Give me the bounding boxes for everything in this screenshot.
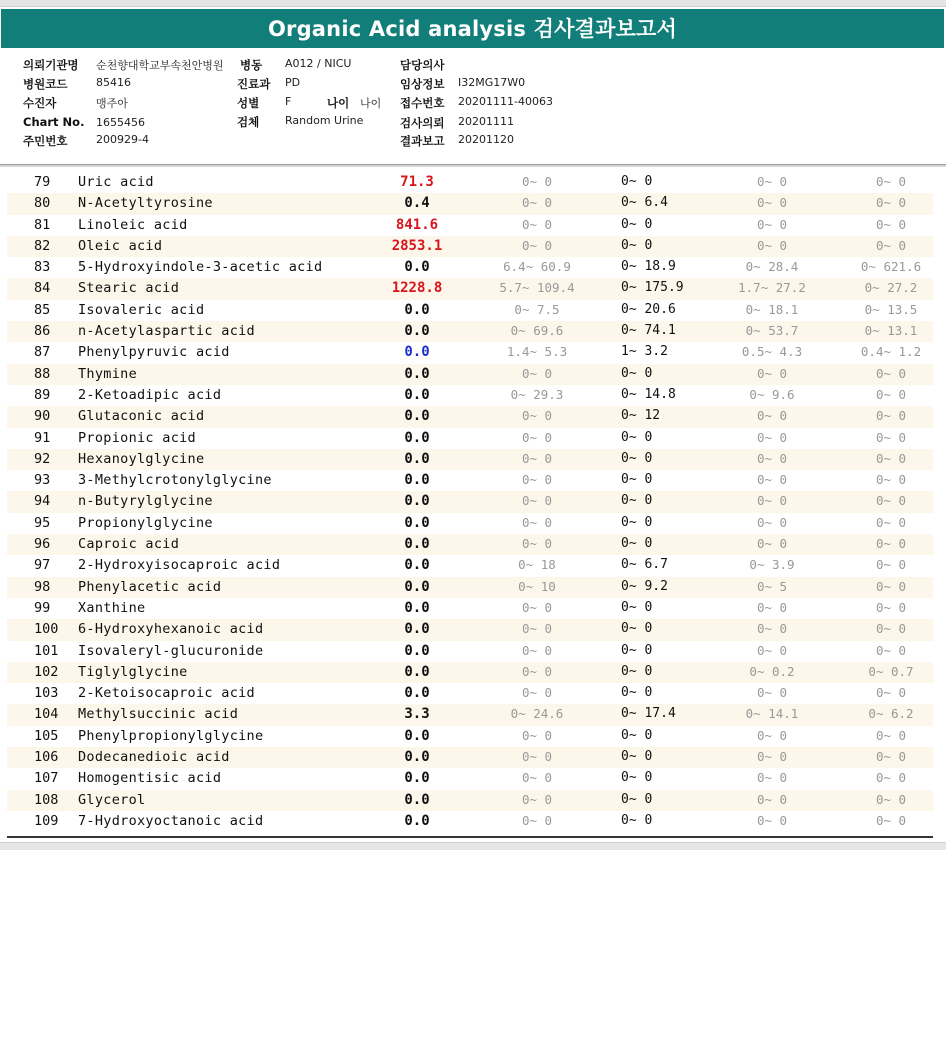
reference-range-4: 0.4~ 1.2 (860, 344, 922, 360)
compound-name: 7-Hydroxyoctanoic acid (78, 812, 264, 829)
compound-name: Isovaleryl-glucuronide (78, 642, 264, 659)
result-value: 0.0 (404, 450, 430, 467)
reference-range-2: 0~ 0 (621, 493, 653, 509)
age-value: 나이 (360, 97, 382, 110)
report-title: Organic Acid analysis 검사결과보고서 (1, 9, 944, 48)
reference-range-4: 0~ 0 (875, 174, 907, 189)
reference-range-4: 0~ 0 (875, 749, 907, 765)
reference-range-2: 0~ 0 (621, 642, 653, 658)
row-number: 93 (34, 472, 51, 489)
reference-range-3: 0~ 0 (756, 685, 788, 701)
reference-range-3: 0~ 0.2 (749, 663, 795, 679)
table-row (7, 747, 933, 768)
bottom-border (0, 842, 946, 850)
reference-range-3: 0~ 53.7 (745, 323, 799, 339)
reference-range-1: 0~ 0 (521, 365, 553, 381)
table-row (7, 278, 933, 299)
table-row (7, 768, 933, 789)
reference-range-4: 0~ 0 (875, 195, 907, 211)
reference-range-1: 0~ 0 (521, 749, 553, 765)
doctor-label: 담당의사 (400, 58, 445, 72)
compound-name: Caproic acid (78, 536, 180, 553)
top-border (0, 0, 946, 7)
compound-name: Glutaconic acid (78, 408, 205, 425)
result-value: 3.3 (404, 706, 430, 723)
result-value: 0.0 (404, 621, 430, 638)
table-row (7, 534, 933, 555)
reference-range-1: 0~ 24.6 (510, 706, 564, 722)
row-number: 95 (34, 514, 51, 531)
table-row (7, 342, 933, 363)
table-row (7, 364, 933, 385)
reference-range-1: 0~ 7.5 (514, 301, 560, 317)
specimen-value: Random Urine (285, 114, 364, 127)
table-row (7, 257, 933, 278)
reference-range-1: 0~ 0 (521, 536, 553, 552)
compound-name: Tiglylglycine (78, 663, 188, 680)
row-number: 88 (34, 365, 51, 382)
row-number: 99 (34, 599, 51, 616)
reference-range-1: 0~ 0 (521, 493, 553, 509)
reference-range-1: 0~ 0 (521, 237, 553, 253)
specimen-label: 검체 (237, 115, 260, 129)
reference-range-1: 5.7~ 109.4 (499, 280, 575, 296)
reference-range-1: 0~ 0 (521, 450, 553, 466)
reference-range-4: 0~ 0 (875, 621, 907, 637)
reference-range-3: 0~ 18.1 (745, 301, 799, 317)
table-row (7, 193, 933, 214)
reference-range-1: 0~ 10 (518, 578, 556, 594)
result-value: 0.0 (404, 599, 430, 616)
reference-range-4: 0~ 0 (875, 216, 907, 232)
ward-value: A012 / NICU (285, 57, 352, 70)
reference-range-4: 0~ 13.5 (864, 301, 918, 317)
reference-range-4: 0~ 6.2 (868, 706, 914, 722)
result-value: 0.0 (404, 770, 430, 787)
reference-range-3: 0~ 0 (756, 514, 788, 530)
result-value: 2853.1 (391, 237, 443, 254)
reference-range-1: 0~ 0 (521, 791, 553, 807)
table-row (7, 726, 933, 747)
table-row (7, 619, 933, 640)
reference-range-3: 0~ 0 (756, 365, 788, 381)
reference-range-4: 0~ 0 (875, 791, 907, 807)
row-number: 98 (34, 578, 51, 595)
reference-range-4: 0~ 0 (875, 450, 907, 466)
table-row (7, 555, 933, 576)
reference-range-4: 0~ 0 (875, 472, 907, 488)
reference-range-3: 0~ 0 (756, 536, 788, 552)
compound-name: 3-Methylcrotonylglycine (78, 472, 272, 489)
reference-range-3: 0~ 0 (756, 472, 788, 488)
table-row (7, 236, 933, 257)
result-value: 0.0 (404, 727, 430, 744)
row-number: 82 (34, 237, 51, 254)
compound-name: 5-Hydroxyindole-3-acetic acid (78, 259, 323, 276)
row-number: 94 (34, 493, 51, 510)
reference-range-3: 0~ 0 (756, 749, 788, 765)
chart-no-value: 1655456 (96, 116, 145, 129)
reference-range-3: 0~ 0 (756, 812, 788, 828)
result-value: 0.0 (404, 472, 430, 489)
table-row (7, 704, 933, 725)
reference-range-2: 0~ 0 (621, 685, 653, 701)
reference-range-3: 0~ 14.1 (745, 706, 799, 722)
reference-range-4: 0~ 0 (875, 429, 907, 445)
result-value: 0.0 (404, 642, 430, 659)
reference-range-3: 0~ 5 (756, 578, 788, 594)
reference-range-1: 0~ 0 (521, 429, 553, 445)
dept-value: PD (285, 76, 301, 89)
reference-range-2: 0~ 175.9 (621, 280, 684, 296)
result-value: 0.0 (404, 344, 430, 361)
result-value: 0.0 (404, 386, 430, 403)
reference-range-2: 0~ 0 (621, 365, 653, 381)
reference-range-1: 0~ 18 (518, 557, 556, 573)
reference-range-4: 0~ 0 (875, 599, 907, 615)
result-value: 0.0 (404, 812, 430, 829)
reference-range-2: 0~ 0 (621, 812, 653, 828)
patient-label: 수진자 (23, 96, 57, 110)
reference-range-2: 0~ 9.2 (621, 578, 668, 594)
reference-range-2: 0~ 0 (621, 429, 653, 445)
result-value: 0.0 (404, 578, 430, 595)
row-number: 101 (34, 642, 59, 659)
table-row (7, 577, 933, 598)
result-value: 1228.8 (391, 280, 443, 297)
reference-range-4: 0~ 0.7 (868, 663, 914, 679)
reference-range-3: 0.5~ 4.3 (741, 344, 803, 360)
row-number: 81 (34, 216, 51, 233)
reference-range-2: 0~ 0 (621, 237, 653, 253)
table-row (7, 598, 933, 619)
result-value: 0.0 (404, 301, 430, 318)
reference-range-2: 0~ 17.4 (621, 706, 676, 722)
reference-range-2: 0~ 0 (621, 472, 653, 488)
reference-range-4: 0~ 0 (875, 536, 907, 552)
compound-name: Phenylacetic acid (78, 578, 222, 595)
result-value: 0.0 (404, 514, 430, 531)
reference-range-2: 0~ 74.1 (621, 323, 676, 339)
hospital-code-label: 병원코드 (23, 77, 68, 91)
reference-range-4: 0~ 13.1 (864, 323, 918, 339)
reference-range-4: 0~ 0 (875, 727, 907, 743)
reference-range-1: 0~ 0 (521, 642, 553, 658)
receipt-value: 20201111-40063 (458, 95, 553, 108)
row-number: 109 (34, 812, 59, 829)
sex-label: 성별 (237, 96, 260, 110)
compound-name: Isovaleric acid (78, 301, 205, 318)
reference-range-1: 0~ 0 (521, 727, 553, 743)
hospital-code-value: 85416 (96, 76, 131, 89)
resident-no-value: 200929-4 (96, 133, 149, 146)
reference-range-2: 0~ 0 (621, 749, 653, 765)
row-number: 103 (34, 685, 59, 702)
row-number: 102 (34, 663, 59, 680)
row-number: 97 (34, 557, 51, 574)
result-value: 0.0 (404, 493, 430, 510)
reference-range-4: 0~ 0 (875, 557, 907, 573)
reference-range-2: 0~ 6.4 (621, 195, 668, 211)
reference-range-2: 0~ 0 (621, 791, 653, 807)
reference-range-1: 0~ 0 (521, 216, 553, 232)
row-number: 92 (34, 450, 51, 467)
row-number: 106 (34, 749, 59, 766)
result-value: 0.0 (404, 408, 430, 425)
row-number: 105 (34, 727, 59, 744)
reference-range-1: 0~ 0 (521, 514, 553, 530)
row-number: 96 (34, 536, 51, 553)
compound-name: Thymine (78, 365, 137, 382)
reference-range-1: 0~ 0 (521, 685, 553, 701)
resident-no-label: 주민번호 (23, 134, 68, 148)
clinical-label: 임상정보 (400, 77, 445, 91)
reference-range-4: 0~ 0 (875, 685, 907, 701)
table-row (7, 428, 933, 449)
compound-name: Oleic acid (78, 237, 163, 254)
compound-name: Linoleic acid (78, 216, 188, 233)
clinical-value: I32MG17W0 (458, 76, 526, 89)
dept-label: 진료과 (237, 77, 271, 91)
result-value: 0.0 (404, 663, 430, 680)
reference-range-2: 0~ 0 (621, 727, 653, 743)
reference-range-1: 0~ 0 (521, 812, 553, 828)
reference-range-3: 0~ 0 (756, 408, 788, 424)
reference-range-1: 6.4~ 60.9 (503, 259, 571, 275)
reference-range-1: 0~ 0 (521, 621, 553, 637)
reference-range-4: 0~ 621.6 (860, 259, 922, 275)
table-row (7, 172, 933, 193)
reference-range-1: 0~ 0 (521, 174, 553, 189)
reference-range-2: 1~ 3.2 (621, 344, 668, 360)
result-value: 0.4 (404, 195, 430, 212)
reference-range-1: 0~ 69.6 (510, 323, 564, 339)
table-end-line (7, 836, 933, 838)
reference-range-2: 0~ 0 (621, 174, 653, 189)
table-row (7, 513, 933, 534)
row-number: 79 (34, 174, 51, 190)
row-number: 84 (34, 280, 51, 297)
reference-range-1: 0~ 0 (521, 408, 553, 424)
row-number: 104 (34, 706, 59, 723)
result-value: 841.6 (395, 216, 439, 233)
compound-name: Homogentisic acid (78, 770, 222, 787)
compound-name: Propionylglycine (78, 514, 213, 531)
reference-range-2: 0~ 12 (621, 408, 661, 424)
reference-range-3: 0~ 0 (756, 727, 788, 743)
reference-range-3: 0~ 0 (756, 237, 788, 253)
reference-range-3: 0~ 28.4 (745, 259, 799, 275)
reference-range-1: 1.4~ 5.3 (506, 344, 568, 360)
reference-range-2: 0~ 0 (621, 536, 653, 552)
result-value: 0.0 (404, 557, 430, 574)
ward-label: 병동 (240, 58, 263, 72)
header-separator (0, 164, 946, 167)
requester-label: 의뢰기관명 (23, 58, 79, 72)
reference-range-4: 0~ 0 (875, 514, 907, 530)
table-row (7, 683, 933, 704)
reference-range-1: 0~ 29.3 (510, 386, 564, 402)
reference-range-2: 0~ 0 (621, 621, 653, 637)
compound-name: Dodecanedioic acid (78, 749, 230, 766)
table-row (7, 662, 933, 683)
reference-range-2: 0~ 14.8 (621, 386, 676, 402)
compound-name: 6-Hydroxyhexanoic acid (78, 621, 264, 638)
compound-name: Methylsuccinic acid (78, 706, 239, 723)
table-row (7, 470, 933, 491)
reference-range-3: 0~ 0 (756, 791, 788, 807)
compound-name: 2-Hydroxyisocaproic acid (78, 557, 281, 574)
row-number: 108 (34, 791, 59, 808)
reference-range-3: 0~ 0 (756, 770, 788, 786)
compound-name: Glycerol (78, 791, 146, 808)
reference-range-4: 0~ 0 (875, 365, 907, 381)
row-number: 87 (34, 344, 51, 361)
compound-name: Propionic acid (78, 429, 196, 446)
reference-range-2: 0~ 18.9 (621, 259, 676, 275)
reference-range-4: 0~ 0 (875, 408, 907, 424)
compound-name: Phenylpropionylglycine (78, 727, 264, 744)
compound-name: n-Acetylaspartic acid (78, 323, 255, 340)
result-value: 0.0 (404, 685, 430, 702)
reference-range-3: 0~ 0 (756, 195, 788, 211)
reference-range-3: 0~ 0 (756, 216, 788, 232)
result-value: 0.0 (404, 259, 430, 276)
row-number: 107 (34, 770, 59, 787)
reference-range-1: 0~ 0 (521, 472, 553, 488)
reference-range-2: 0~ 0 (621, 770, 653, 786)
result-value: 0.0 (404, 365, 430, 382)
reference-range-4: 0~ 0 (875, 493, 907, 509)
compound-name: 2-Ketoisocaproic acid (78, 685, 255, 702)
result-value: 0.0 (404, 536, 430, 553)
reference-range-1: 0~ 0 (521, 663, 553, 679)
row-number: 86 (34, 323, 51, 340)
report-date-label: 결과보고 (400, 134, 445, 148)
compound-name: Phenylpyruvic acid (78, 344, 230, 361)
table-row (7, 811, 933, 832)
reference-range-4: 0~ 0 (875, 770, 907, 786)
reference-range-3: 0~ 0 (756, 642, 788, 658)
row-number: 91 (34, 429, 51, 446)
table-row (7, 215, 933, 236)
report-date-value: 20201120 (458, 133, 514, 146)
reference-range-3: 0~ 0 (756, 621, 788, 637)
reference-range-2: 0~ 20.6 (621, 301, 676, 317)
reference-range-1: 0~ 0 (521, 195, 553, 211)
reference-range-1: 0~ 0 (521, 770, 553, 786)
request-date-value: 20201111 (458, 115, 514, 128)
reference-range-3: 0~ 0 (756, 429, 788, 445)
reference-range-2: 0~ 0 (621, 216, 653, 232)
results-table (7, 172, 933, 832)
compound-name: Xanthine (78, 599, 146, 616)
patient-value: 맹주아 (96, 97, 128, 110)
table-row (7, 491, 933, 512)
table-row (7, 321, 933, 342)
result-value: 0.0 (404, 429, 430, 446)
reference-range-3: 1.7~ 27.2 (738, 280, 806, 296)
row-number: 83 (34, 259, 51, 276)
compound-name: N-Acetyltyrosine (78, 195, 213, 212)
result-value: 71.3 (400, 174, 434, 190)
row-number: 90 (34, 408, 51, 425)
reference-range-4: 0~ 27.2 (864, 280, 918, 296)
table-row (7, 406, 933, 427)
reference-range-2: 0~ 0 (621, 663, 653, 679)
reference-range-4: 0~ 0 (875, 237, 907, 253)
table-row (7, 385, 933, 406)
row-number: 100 (34, 621, 59, 638)
result-value: 0.0 (404, 323, 430, 340)
table-row (7, 641, 933, 662)
sex-value: F (285, 95, 292, 108)
receipt-label: 접수번호 (400, 96, 445, 110)
reference-range-3: 0~ 0 (756, 493, 788, 509)
chart-no-label: Chart No. (23, 115, 85, 129)
reference-range-3: 0~ 0 (756, 450, 788, 466)
compound-name: Uric acid (78, 174, 154, 190)
reference-range-1: 0~ 0 (521, 599, 553, 615)
table-row (7, 449, 933, 470)
compound-name: Hexanoylglycine (78, 450, 205, 467)
reference-range-2: 0~ 0 (621, 450, 653, 466)
reference-range-3: 0~ 0 (756, 599, 788, 615)
compound-name: 2-Ketoadipic acid (78, 386, 222, 403)
table-row (7, 790, 933, 811)
table-row (7, 300, 933, 321)
result-value: 0.0 (404, 749, 430, 766)
row-number: 80 (34, 195, 51, 212)
age-label: 나이 (327, 96, 350, 110)
reference-range-2: 0~ 0 (621, 599, 653, 615)
result-value: 0.0 (404, 791, 430, 808)
reference-range-2: 0~ 0 (621, 514, 653, 530)
reference-range-4: 0~ 0 (875, 812, 907, 828)
reference-range-3: 0~ 0 (756, 174, 788, 189)
row-number: 85 (34, 301, 51, 318)
compound-name: Stearic acid (78, 280, 180, 297)
requester-value: 순천향대학교부속천안병원 (96, 59, 224, 72)
reference-range-4: 0~ 0 (875, 386, 907, 402)
patient-info-panel (0, 52, 946, 164)
reference-range-4: 0~ 0 (875, 578, 907, 594)
reference-range-2: 0~ 6.7 (621, 557, 668, 573)
compound-name: n-Butyrylglycine (78, 493, 213, 510)
reference-range-3: 0~ 3.9 (749, 557, 795, 573)
reference-range-4: 0~ 0 (875, 642, 907, 658)
row-number: 89 (34, 386, 51, 403)
request-date-label: 검사의뢰 (400, 116, 445, 130)
reference-range-3: 0~ 9.6 (749, 386, 795, 402)
